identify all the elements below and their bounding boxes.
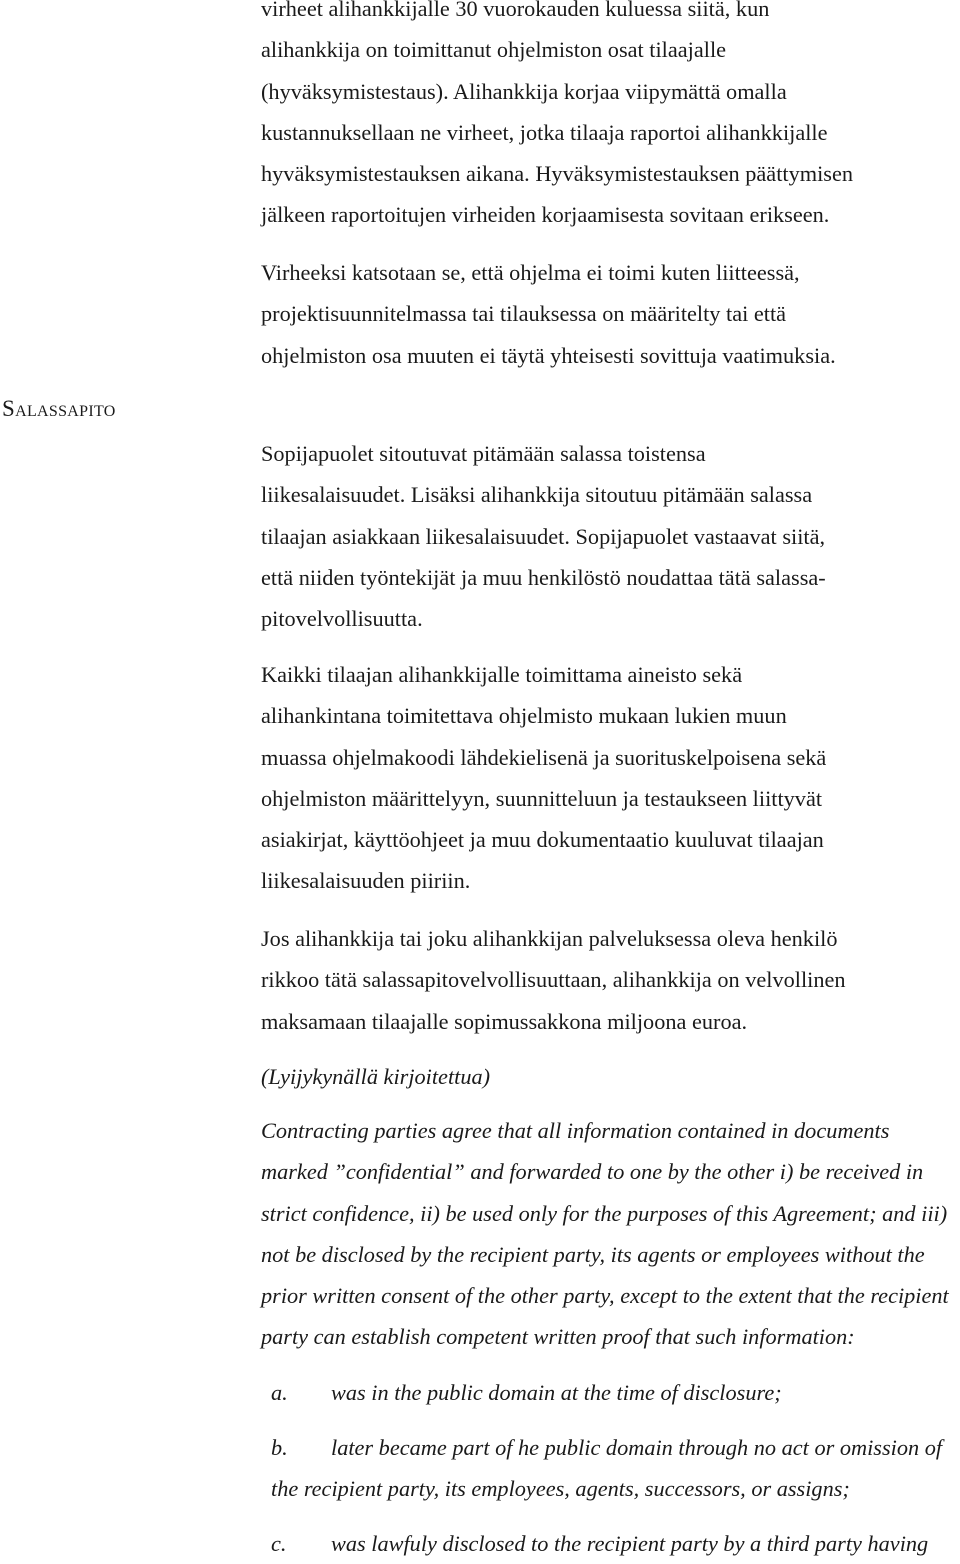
list-item-a bbox=[271, 1372, 782, 1413]
text-line: jälkeen raportoitujen virheiden korjaamisesta sovitaan erikseen. bbox=[261, 202, 830, 228]
paragraph-acceptance-testing bbox=[261, 0, 853, 236]
list-marker: a. bbox=[271, 1380, 288, 1405]
list-text: was in the public domain at the time of disclosure; bbox=[331, 1380, 782, 1405]
paragraph-definition-of-error bbox=[261, 252, 836, 376]
text-line: Virheeksi katsotaan se, että ohjelma ei toimi kuten liitteessä, bbox=[261, 260, 800, 285]
text-line: hyväksymistestauksen aikana. Hyväksymistestauksen päättymisen bbox=[261, 161, 853, 187]
text-line: alihankkija on toimittanut ohjelmiston osat tilaajalle bbox=[261, 37, 727, 63]
text-line: Kaikki tilaajan alihankkijalle toimittama aineisto sekä bbox=[261, 662, 743, 687]
text-line: liikesalaisuuden piiriin. bbox=[261, 868, 471, 894]
list-item-b bbox=[271, 1427, 942, 1510]
list-text: the recipient party, its employees, agents, successors, or assigns; bbox=[271, 1476, 850, 1502]
list-text: later became part of he public domain through no act or omission of bbox=[331, 1435, 943, 1460]
text-line: not be disclosed by the recipient party, its agents or employees without the bbox=[261, 1241, 925, 1267]
text-line: ohjelmiston osa muuten ei täytä yhteisesti sovittuja vaatimuksia. bbox=[261, 342, 836, 368]
text-line: projektisuunnitelmassa tai tilauksessa on määritelty tai että bbox=[261, 301, 787, 327]
text-line: maksamaan tilaajalle sopimussakkona miljoona euroa. bbox=[261, 1008, 748, 1034]
text-line: tilaajan asiakkaan liikesalaisuudet. Sopijapuolet vastaavat siitä, bbox=[261, 523, 826, 549]
paragraph-english-confidentiality bbox=[261, 1110, 949, 1358]
text-line: alihankintana toimitettava ohjelmisto mukaan lukien muun bbox=[261, 703, 787, 729]
list-item-c bbox=[271, 1523, 928, 1564]
paragraph-penalty bbox=[261, 918, 846, 1042]
text-line: (hyväksymistestaus). Alihankkija korjaa viipymättä omalla bbox=[261, 78, 787, 104]
text-line: pitovelvollisuutta. bbox=[261, 606, 423, 632]
paragraph-trade-secret-scope bbox=[261, 654, 826, 902]
text-line: party can establish competent written proof that such information: bbox=[261, 1324, 855, 1350]
text-line: marked ”confidential” and forwarded to one by the other i) be received in bbox=[261, 1159, 924, 1185]
paragraph-confidentiality-obligation bbox=[261, 433, 826, 639]
text-line: että niiden työntekijät ja muu henkilöstö noudattaa tätä salassa- bbox=[261, 564, 826, 590]
text-line: rikkoo tätä salassapitovelvollisuuttaan, alihankkija on velvollinen bbox=[261, 967, 846, 993]
text-line: muassa ohjelmakoodi lähdekielisenä ja suorituskelpoisena sekä bbox=[261, 744, 827, 770]
pencil-note: (Lyijykynällä kirjoitettua) bbox=[261, 1064, 491, 1089]
text-line: Jos alihankkija tai joku alihankkijan palveluksessa oleva henkilö bbox=[261, 926, 838, 951]
text-line: virheet alihankkijalle 30 vuorokauden kuluessa siitä, kun bbox=[261, 0, 770, 21]
section-heading-salassapito: Salassapito bbox=[2, 396, 116, 421]
text-line: asiakirjat, käyttöohjeet ja muu dokumentaatio kuuluvat tilaajan bbox=[261, 827, 824, 853]
text-line: Sopijapuolet sitoutuvat pitämään salassa toistensa bbox=[261, 441, 706, 466]
text-line: Contracting parties agree that all information contained in documents bbox=[261, 1118, 890, 1143]
list-marker: b. bbox=[271, 1435, 288, 1460]
text-line: ohjelmiston määrittelyyn, suunnitteluun ja testaukseen liittyvät bbox=[261, 785, 823, 811]
text-line: prior written consent of the other party, except to the extent that the recipient bbox=[261, 1283, 949, 1309]
list-text: was lawfuly disclosed to the recipient party by a third party having bbox=[331, 1531, 929, 1556]
list-marker: c. bbox=[271, 1531, 287, 1556]
text-line: kustannuksellaan ne virheet, jotka tilaaja raportoi alihankkijalle bbox=[261, 119, 828, 145]
text-line: strict confidence, ii) be used only for the purposes of this Agreement; and iii) bbox=[261, 1200, 948, 1226]
text-line: liikesalaisuudet. Lisäksi alihankkija sitoutuu pitämään salassa bbox=[261, 482, 813, 508]
